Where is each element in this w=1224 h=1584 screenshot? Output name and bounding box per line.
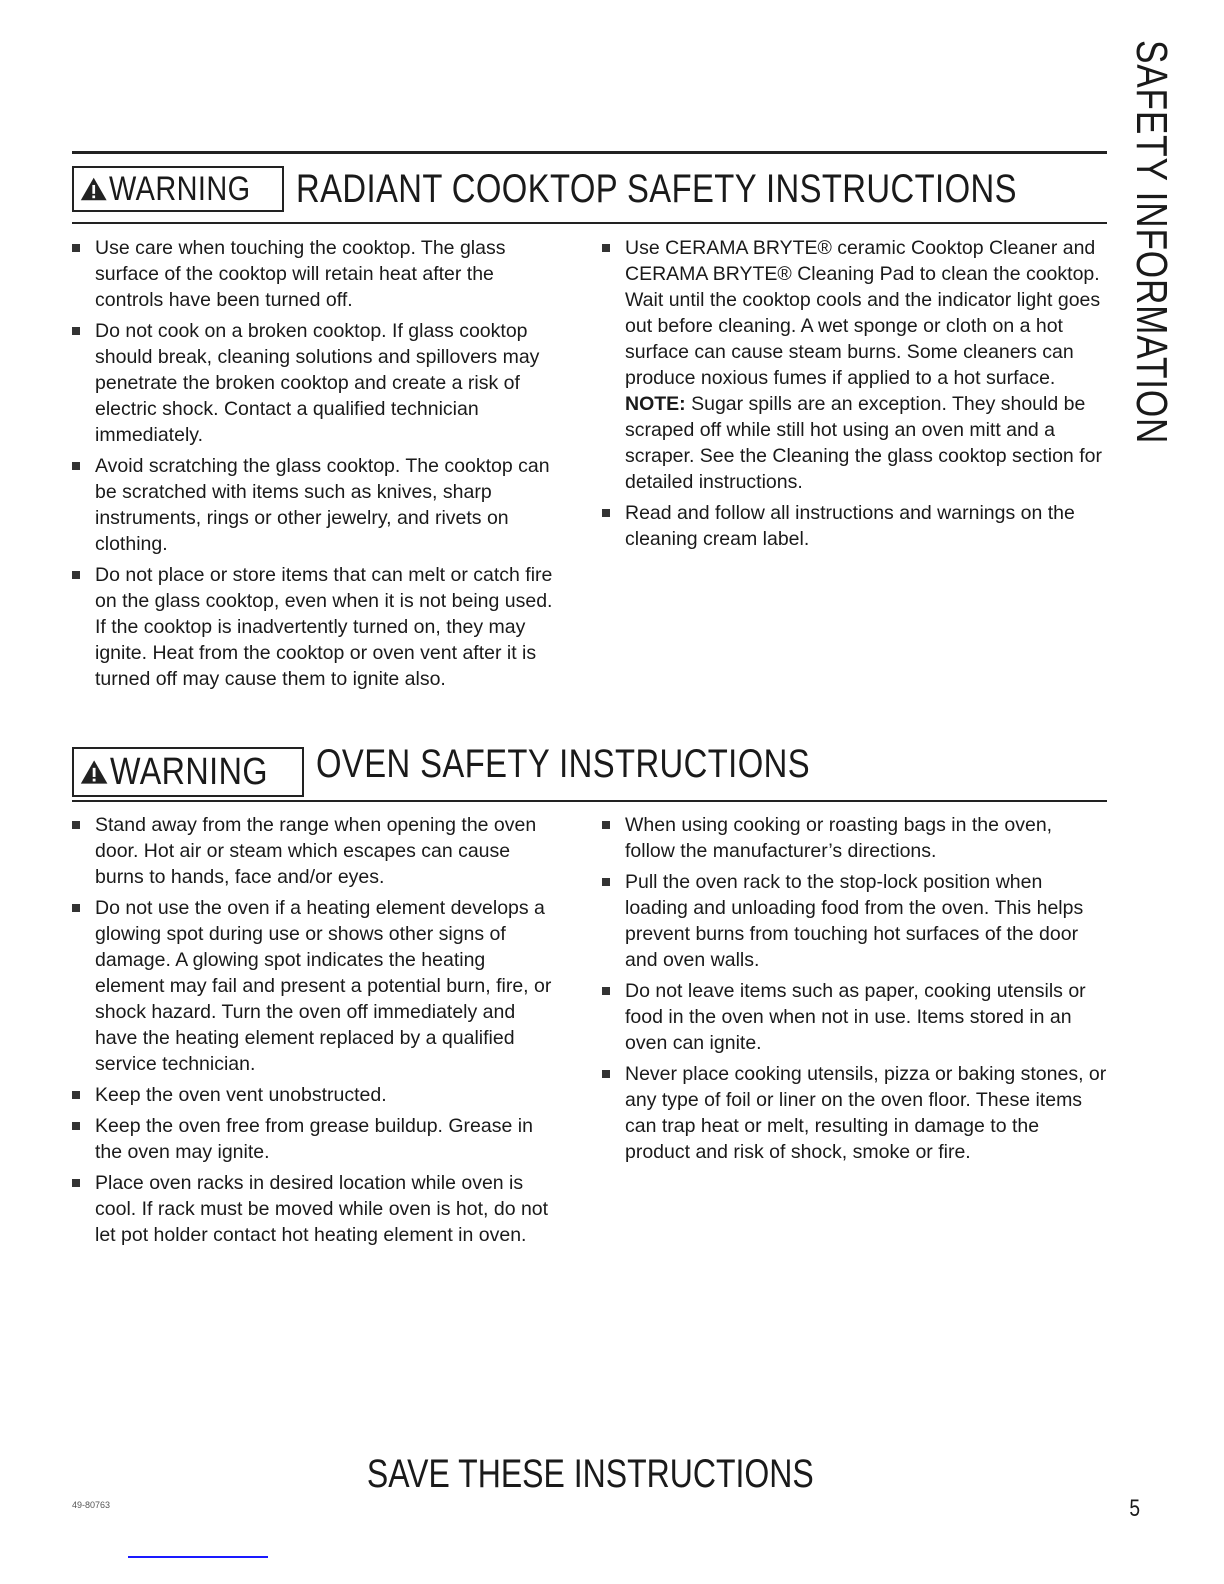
bullet-icon bbox=[72, 821, 80, 829]
note-label: NOTE: bbox=[625, 393, 686, 415]
bullet-icon bbox=[72, 327, 80, 335]
list-item bbox=[72, 235, 557, 313]
warning-triangle-icon bbox=[80, 757, 108, 787]
item-text: Never place cooking utensils, pizza or baking stones, or any type of foil or liner on the oven floor. These items can trap heat or melt, resulting in damage to the product and risk of shock, smoke or fire. bbox=[625, 1063, 1107, 1163]
item-text: Do not place or store items that can melt or catch fire on the glass cooktop, even when it is not being used. If the cooktop is inadvertently turned on, they may ignite. Heat from the cooktop or oven vent after it is turned off may cause them to ignite also. bbox=[95, 564, 553, 690]
item-text: Place oven racks in desired location while oven is cool. If rack must be moved while oven is hot, do not let pot holder contact hot heating element in oven. bbox=[95, 1172, 549, 1246]
bullet-icon bbox=[72, 462, 80, 470]
warning-triangle-icon bbox=[80, 174, 107, 204]
list-item bbox=[72, 453, 557, 557]
link-underline bbox=[128, 1556, 268, 1558]
section-header-oven bbox=[72, 741, 918, 797]
list-item bbox=[602, 1061, 1107, 1165]
bullet-icon bbox=[602, 821, 610, 829]
list-item bbox=[602, 812, 1107, 864]
bullet-icon bbox=[602, 878, 610, 886]
list-item bbox=[72, 1170, 557, 1248]
list-item bbox=[72, 1113, 557, 1165]
warning-box bbox=[72, 747, 304, 797]
item-text: Use care when touching the cooktop. The glass surface of the cooktop will retain heat after the controls have been turned off. bbox=[95, 237, 506, 311]
list-item bbox=[72, 318, 557, 448]
warning-label: WARNING bbox=[109, 169, 252, 208]
warning-box bbox=[72, 166, 284, 212]
item-text: Do not use the oven if a heating element develops a glowing spot during use or shows other signs of damage. A glowing spot indicates the heating element may fail and present a potential burn, fire, or shock hazard. Turn the oven off immediately and have the heating element replaced by a qualified service technician. bbox=[95, 897, 552, 1075]
save-text: SAVE THESE INSTRUCTIONS bbox=[366, 1452, 814, 1496]
item-text: Keep the oven vent unobstructed. bbox=[95, 1084, 387, 1106]
bullet-icon bbox=[72, 1122, 80, 1130]
item-text: Use CERAMA BRYTE® ceramic Cooktop Cleaner and CERAMA BRYTE® Cleaning Pad to clean the cooktop. Wait until the cooktop cools and the indicator light goes out before cleaning. A wet sponge or cloth on a hot surface can cause steam burns. Some cleaners can produce noxious fumes if applied to a hot surface. bbox=[625, 237, 1101, 389]
divider bbox=[72, 800, 1107, 802]
bullet-icon bbox=[72, 244, 80, 252]
cooktop-left-column bbox=[72, 235, 557, 697]
item-text: Pull the oven rack to the stop-lock position when loading and unloading food from the oven. This helps prevent burns from touching hot surfaces of the door and oven walls. bbox=[625, 871, 1084, 971]
list-item bbox=[602, 869, 1107, 973]
cooktop-right-column bbox=[602, 235, 1107, 557]
save-instructions-heading bbox=[0, 1452, 1180, 1497]
list-item bbox=[72, 562, 557, 692]
note-text: Sugar spills are an exception. They should be scraped off while still hot using an oven mitt and a scraper. See the Cleaning the glass cooktop section for detailed instructions. bbox=[625, 393, 1102, 493]
list-item bbox=[72, 895, 557, 1077]
section-title: RADIANT COOKTOP SAFETY INSTRUCTIONS bbox=[296, 166, 1017, 211]
bullet-icon bbox=[72, 1091, 80, 1099]
item-text: Keep the oven free from grease buildup. Grease in the oven may ignite. bbox=[95, 1115, 533, 1163]
list-item bbox=[602, 500, 1107, 552]
oven-right-column bbox=[602, 812, 1107, 1170]
bullet-icon bbox=[72, 1179, 80, 1187]
document-code: 49-80763 bbox=[72, 1500, 111, 1510]
item-text: Do not cook on a broken cooktop. If glass cooktop should break, cleaning solutions and spillovers may penetrate the broken cooktop and create a risk of electric shock. Contact a qualified technician immediately. bbox=[95, 320, 540, 446]
list-item bbox=[602, 978, 1107, 1056]
divider bbox=[72, 222, 1107, 224]
item-text: Stand away from the range when opening the oven door. Hot air or steam which escapes can cause burns to hands, face and/or eyes. bbox=[95, 814, 537, 888]
section-title: OVEN SAFETY INSTRUCTIONS bbox=[316, 741, 811, 786]
bullet-icon bbox=[72, 571, 80, 579]
list-item bbox=[602, 235, 1107, 495]
item-text: Avoid scratching the glass cooktop. The cooktop can be scratched with items such as knives, sharp instruments, rings or other jewelry, and rivets on clothing. bbox=[95, 455, 550, 555]
list-item bbox=[72, 812, 557, 890]
list-item bbox=[72, 1082, 557, 1108]
side-tab-label: SAFETY INFORMATION bbox=[1127, 40, 1176, 445]
divider bbox=[72, 151, 1107, 154]
bullet-icon bbox=[72, 904, 80, 912]
warning-label: WARNING bbox=[110, 750, 269, 793]
bullet-icon bbox=[602, 244, 610, 252]
bullet-icon bbox=[602, 987, 610, 995]
section-header-cooktop bbox=[72, 166, 1175, 212]
item-text: Read and follow all instructions and warnings on the cleaning cream label. bbox=[625, 502, 1075, 550]
oven-left-column bbox=[72, 812, 557, 1253]
bullet-icon bbox=[602, 509, 610, 517]
item-text: Do not leave items such as paper, cooking utensils or food in the oven when not in use. Items stored in an oven can ignite. bbox=[625, 980, 1086, 1054]
bullet-icon bbox=[602, 1070, 610, 1078]
page-number: 5 bbox=[1129, 1495, 1141, 1522]
item-text: When using cooking or roasting bags in the oven, follow the manufacturer’s directions. bbox=[625, 814, 1053, 862]
